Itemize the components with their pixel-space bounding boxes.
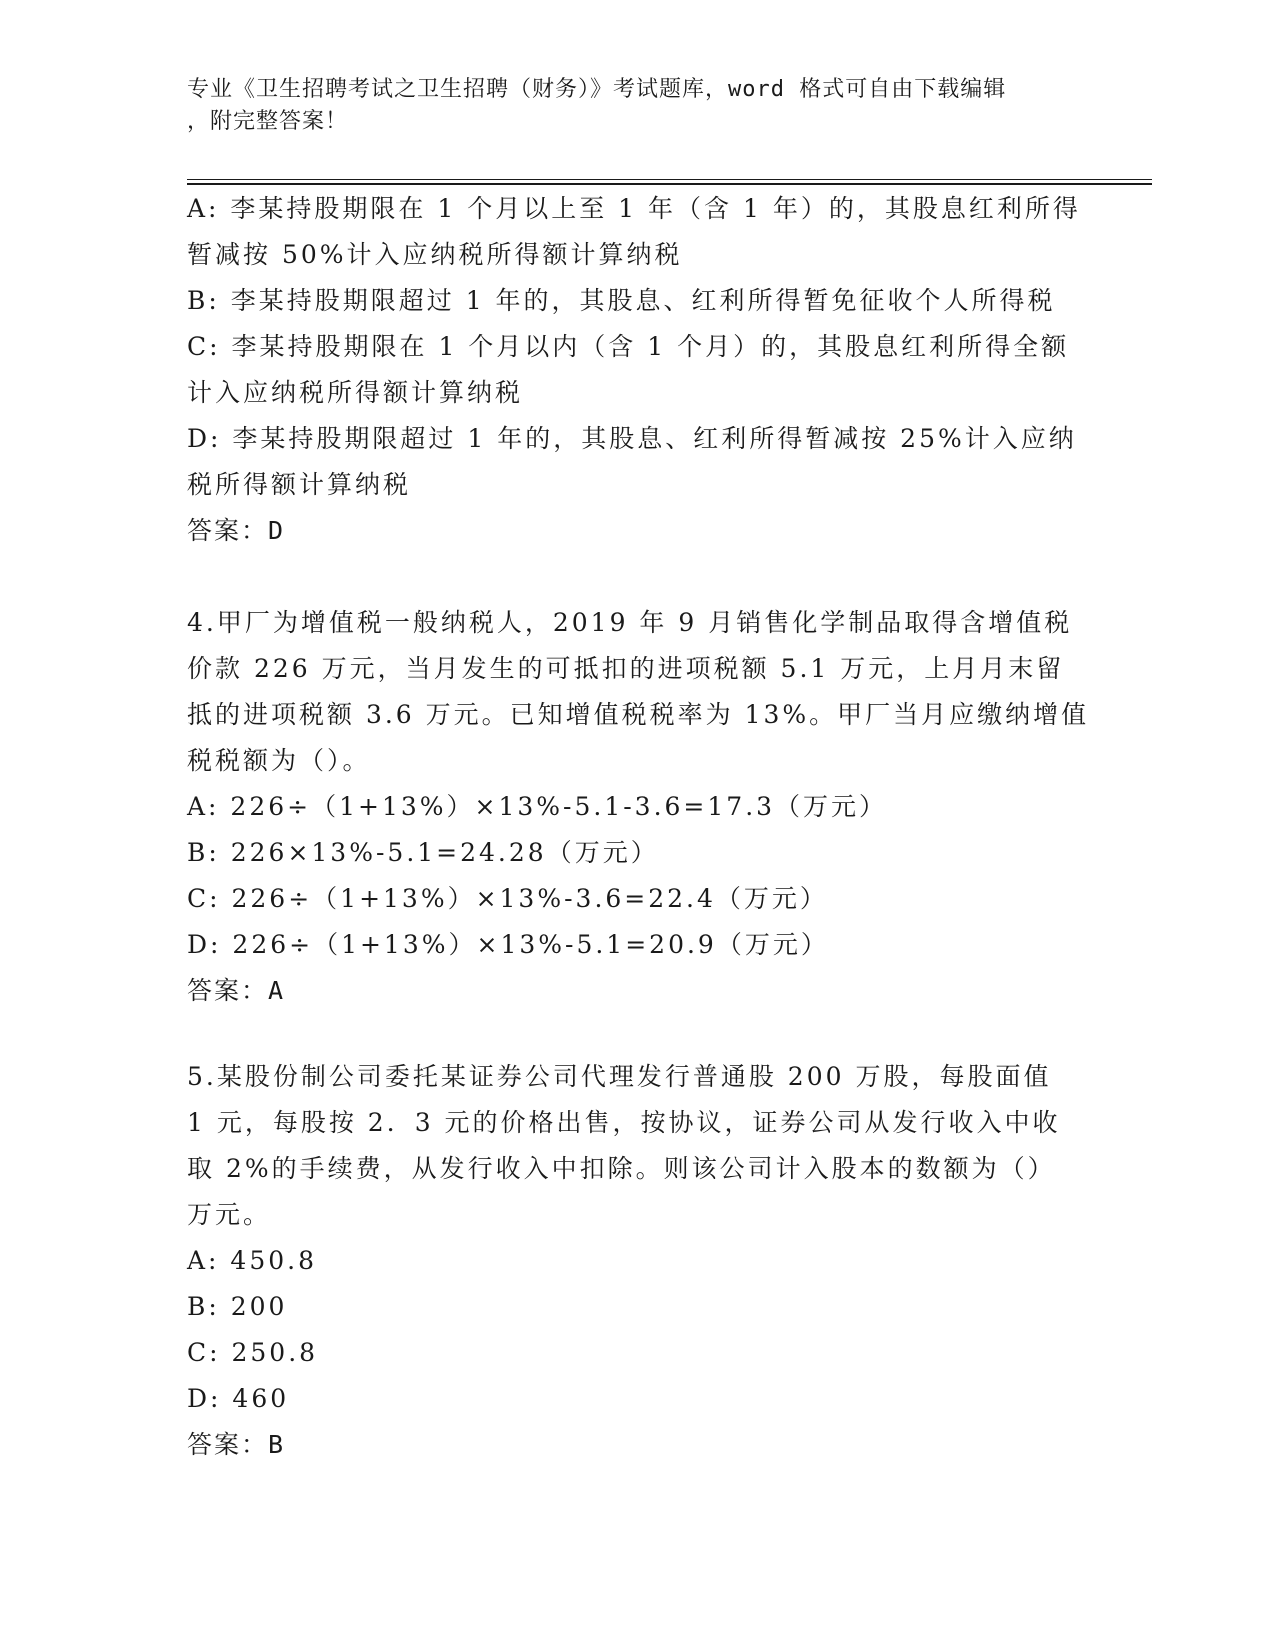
q4-question-line-1: 4.甲厂为增值税一般纳税人，2019 年 9 月销售化学制品取得含增值税 xyxy=(187,608,1073,637)
q4-option-b: B: 226×13%-5.1=24.28（万元） xyxy=(187,838,659,867)
q5-question-line-4: 万元。 xyxy=(187,1200,272,1229)
q5-question-line-3: 取 2%的手续费，从发行收入中扣除。则该公司计入股本的数额为（） xyxy=(187,1154,1056,1183)
q5-question-line-2: 1 元，每股按 2．3 元的价格出售，按协议，证券公司从发行收入中收 xyxy=(187,1108,1061,1137)
q4-option-c: C: 226÷（1+13%）×13%-3.6=22.4（万元） xyxy=(187,884,828,913)
q5-question-line-1: 5.某股份制公司委托某证券公司代理发行普通股 200 万股，每股面值 xyxy=(187,1062,1052,1091)
question-4-block xyxy=(187,600,1090,1014)
q4-question-line-3: 抵的进项税额 3.6 万元。已知增值税税率为 13%。甲厂当月应缴纳增值 xyxy=(187,700,1090,729)
question-3-block xyxy=(187,186,1081,554)
q3-option-d-line-2: 税所得额计算纳税 xyxy=(187,470,412,499)
q3-option-a-line-1: A: 李某持股期限在 1 个月以上至 1 年（含 1 年）的，其股息红利所得 xyxy=(187,194,1081,223)
question-5-block xyxy=(187,1054,1067,1468)
q3-answer: 答案：D xyxy=(187,516,286,545)
q4-question-line-2: 价款 226 万元，当月发生的可抵扣的进项税额 5.1 万元，上月月末留 xyxy=(187,654,1065,683)
q4-question-line-4: 税税额为（）。 xyxy=(187,746,371,775)
q5-answer: 答案：B xyxy=(187,1430,286,1459)
header-divider-thin xyxy=(187,179,1152,180)
q3-option-c-line-1: C: 李某持股期限在 1 个月以内（含 1 个月）的，其股息红利所得全额 xyxy=(187,332,1070,361)
q4-option-a: A: 226÷（1+13%）×13%-5.1-3.6=17.3（万元） xyxy=(187,792,888,821)
q5-option-d: D: 460 xyxy=(187,1384,290,1413)
q5-option-a: A: 450.8 xyxy=(187,1246,317,1275)
q3-option-a-line-2: 暂减按 50%计入应纳税所得额计算纳税 xyxy=(187,240,683,269)
q5-option-c: C: 250.8 xyxy=(187,1338,319,1367)
q5-option-b: B: 200 xyxy=(187,1292,288,1321)
header-divider-thick xyxy=(187,183,1152,185)
q3-option-c-line-2: 计入应纳税所得额计算纳税 xyxy=(187,378,524,407)
header-title-line-1: 专业《卫生招聘考试之卫生招聘（财务）》考试题库，word 格式可自由下载编辑 xyxy=(187,77,1007,102)
q4-answer: 答案：A xyxy=(187,976,286,1005)
header-title-line-2: ，附完整答案！ xyxy=(187,109,349,134)
q3-option-d-line-1: D: 李某持股期限超过 1 年的，其股息、红利所得暂减按 25%计入应纳 xyxy=(187,424,1077,453)
q3-option-b: B: 李某持股期限超过 1 年的，其股息、红利所得暂免征收个人所得税 xyxy=(187,286,1056,315)
document-header xyxy=(187,74,1067,138)
header-divider xyxy=(187,179,1152,185)
q4-option-d: D: 226÷（1+13%）×13%-5.1=20.9（万元） xyxy=(187,930,829,959)
